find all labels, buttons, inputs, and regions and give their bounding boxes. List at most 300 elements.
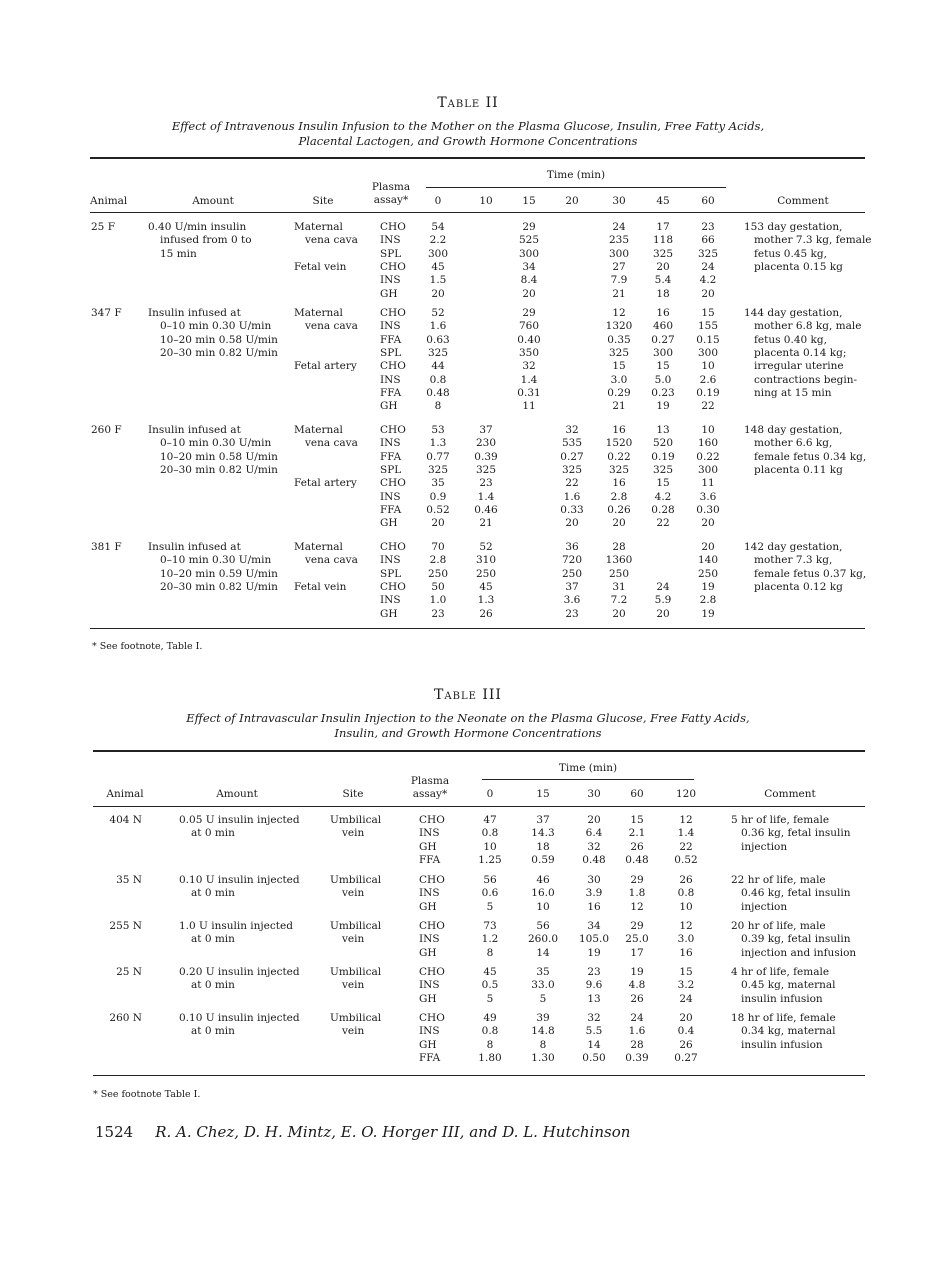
data-cell: 2.2 [429,234,447,247]
assay-label: INS [380,373,401,386]
data-cell: 1.8 [628,887,646,900]
data-cell: 66 [701,234,715,247]
data-cell: 5 [486,900,494,913]
amount-line: at 0 min [191,933,235,946]
data-cell: 520 [652,437,674,450]
animal-id: 255 N [109,920,142,932]
data-cell: 29 [630,920,644,932]
data-cell: 13 [656,424,670,436]
comment-line: ning at 15 min [754,386,832,399]
table2-top-rule [90,157,865,159]
data-cell: 20 [701,287,715,300]
data-cell: 325 [427,346,449,359]
data-cell: 1.6 [429,320,447,333]
site-label: vena cava [305,554,358,567]
data-cell: 12 [630,900,644,913]
data-cell: 118 [652,234,674,247]
data-cell: 45 [483,966,497,978]
data-cell: 720 [561,554,583,567]
data-cell: 16 [679,946,693,959]
assay-label: FFA [380,503,402,516]
comment-line: injection [741,900,788,913]
assay-label: INS [380,437,401,450]
comment-line: 0.39 kg, fetal insulin [741,933,851,946]
amount-line: 10–20 min 0.59 U/min [160,567,278,580]
data-cell: 4.8 [628,979,646,992]
comment-line: mother 7.3 kg, female [754,234,872,247]
data-cell: 13 [587,992,601,1005]
site-label: Maternal [294,541,343,553]
assay-label: INS [419,887,440,900]
data-cell: 0.39 [474,450,498,463]
table2-time-header: 20 [565,195,579,207]
data-cell: 26 [630,992,644,1005]
site-label: Maternal [294,307,343,319]
data-cell: 0.29 [607,386,631,399]
data-cell: 1.30 [531,1051,555,1064]
data-cell: 1.4 [677,827,695,840]
data-cell: 0.22 [607,450,631,463]
table3-time-header: 15 [536,788,550,800]
comment-line: insulin infusion [741,992,823,1005]
data-cell: 0.15 [696,333,720,346]
animal-id: 260 N [109,1012,142,1024]
data-cell: 20 [431,517,445,530]
data-cell: 460 [652,320,674,333]
site-label: Fetal artery [294,477,357,490]
data-cell: 16.0 [531,887,555,900]
amount-line: Insulin infused at [148,307,241,319]
data-cell: 32 [587,840,601,853]
assay-label: INS [380,274,401,287]
assay-label: CHO [380,307,406,319]
assay-label: FFA [419,1051,441,1064]
data-cell: 28 [612,541,626,553]
data-cell: 22 [565,477,579,490]
table3-subtitle-line1: Effect of Intravascular Insulin Injection to the Neonate on the Plasma Glucose, Free Fatty Acids, [186,711,750,725]
amount-line: 1.0 U insulin injected [179,920,293,932]
table2-header-comment: Comment [777,195,829,207]
data-cell: 5.0 [654,373,672,386]
comment-line: mother 6.6 kg, [754,437,833,450]
data-cell: 21 [612,287,626,300]
data-cell: 29 [522,307,536,319]
assay-label: INS [380,320,401,333]
data-cell: 24 [679,992,693,1005]
data-cell: 52 [431,307,445,319]
amount-line: at 0 min [191,827,235,840]
amount-line: 20–30 min 0.82 U/min [160,463,278,476]
data-cell: 1.0 [429,594,447,607]
comment-line: fetus 0.40 kg, [754,333,827,346]
data-cell: 325 [697,247,719,260]
data-cell: 24 [630,1012,644,1024]
table2-time-header: 60 [701,195,715,207]
data-cell: 37 [565,580,579,593]
assay-label: INS [419,827,440,840]
amount-line: 0.10 U insulin injected [179,874,300,886]
assay-label: GH [419,900,437,913]
assay-label: FFA [380,333,402,346]
data-cell: 29 [630,874,644,886]
data-cell: 3.0 [610,373,628,386]
data-cell: 1.4 [477,490,495,503]
data-cell: 29 [522,221,536,233]
data-cell: 25.0 [625,933,649,946]
data-cell: 12 [612,307,626,319]
assay-label: INS [380,234,401,247]
site-label: Umbilical [330,874,382,886]
comment-line: placenta 0.12 kg [754,580,843,593]
data-cell: 325 [475,463,497,476]
site-label: Maternal [294,424,343,436]
table3-header-rule [93,806,865,807]
data-cell: 12 [679,814,693,826]
data-cell: 23 [565,607,579,620]
amount-line: at 0 min [191,1025,235,1038]
data-cell: 11 [701,477,715,490]
site-label: Fetal vein [294,580,347,593]
data-cell: 15 [701,307,715,319]
data-cell: 52 [479,541,493,553]
assay-label: INS [380,554,401,567]
data-cell: 23 [431,607,445,620]
data-cell: 0.35 [607,333,631,346]
data-cell: 30 [587,874,601,886]
data-cell: 0.27 [651,333,675,346]
data-cell: 0.39 [625,1051,649,1064]
table2-time-header: 10 [479,195,493,207]
data-cell: 56 [483,874,497,886]
data-cell: 32 [522,360,536,373]
data-cell: 5.9 [654,594,672,607]
table2-header-time: Time (min) [546,169,606,181]
data-cell: 3.6 [699,490,717,503]
data-cell: 20 [612,607,626,620]
amount-line: 0–10 min 0.30 U/min [160,554,272,567]
data-cell: 2.1 [628,827,646,840]
data-cell: 20 [679,1012,693,1024]
data-cell: 325 [427,463,449,476]
data-cell: 8.4 [520,274,538,287]
data-cell: 0.4 [677,1025,695,1038]
assay-label: SPL [380,247,402,260]
data-cell: 0.27 [560,450,584,463]
data-cell: 32 [565,424,579,436]
data-cell: 20 [587,814,601,826]
comment-line: contractions begin- [754,373,858,386]
table3-time-header: 0 [486,788,494,800]
data-cell: 15 [630,814,644,826]
data-cell: 325 [561,463,583,476]
table3-footnote: * See footnote Table I. [93,1089,201,1100]
data-cell: 56 [536,920,550,932]
comment-line: 144 day gestation, [744,307,843,319]
data-cell: 17 [656,221,670,233]
assay-label: CHO [380,541,406,553]
amount-line: 0.10 U insulin injected [179,1012,300,1024]
data-cell: 14 [536,946,550,959]
data-cell: 16 [612,424,626,436]
table3-header-animal: Animal [106,788,144,800]
data-cell: 260.0 [527,933,559,946]
data-cell: 10 [701,360,715,373]
assay-label: GH [380,287,398,300]
comment-line: female fetus 0.34 kg, [754,450,867,463]
animal-id: 381 F [91,541,122,553]
data-cell: 300 [697,463,719,476]
data-cell: 325 [652,247,674,260]
data-cell: 0.28 [651,503,675,516]
data-cell: 9.6 [585,979,603,992]
data-cell: 15 [656,477,670,490]
data-cell: 1.6 [628,1025,646,1038]
table3-header-assay-line1: Plasma [410,775,450,787]
assay-label: INS [380,594,401,607]
data-cell: 300 [518,247,540,260]
data-cell: 0.8 [429,373,447,386]
assay-label: GH [419,946,437,959]
data-cell: 105.0 [578,933,610,946]
data-cell: 7.9 [610,274,628,287]
data-cell: 0.46 [474,503,498,516]
data-cell: 0.30 [696,503,720,516]
data-cell: 44 [431,360,445,373]
comment-line: 22 hr of life, male [731,874,826,886]
data-cell: 325 [608,463,630,476]
data-cell: 47 [483,814,497,826]
assay-label: GH [380,607,398,620]
site-label: vein [342,827,365,840]
data-cell: 1.5 [429,274,447,287]
data-cell: 26 [679,874,693,886]
amount-line: 0.05 U insulin injected [179,814,300,826]
data-cell: 250 [561,567,583,580]
data-cell: 17 [630,946,644,959]
data-cell: 20 [701,541,715,553]
table3-subtitle-line2: Insulin, and Growth Hormone Concentrations [334,726,602,740]
data-cell: 160 [697,437,719,450]
assay-label: CHO [419,874,445,886]
data-cell: 12 [679,920,693,932]
data-cell: 0.40 [517,333,541,346]
comment-line: 142 day gestation, [744,541,843,553]
comment-line: 0.36 kg, fetal insulin [741,827,851,840]
table2-time-header: 15 [522,195,536,207]
data-cell: 3.9 [585,887,603,900]
assay-label: CHO [380,580,406,593]
amount-line: 20–30 min 0.82 U/min [160,346,278,359]
table2-header-animal: Animal [90,195,128,207]
amount-line: 0.20 U insulin injected [179,966,300,978]
site-label: Umbilical [330,1012,382,1024]
data-cell: 7.2 [610,594,628,607]
data-cell: 32 [587,1012,601,1024]
data-cell: 14.8 [531,1025,555,1038]
amount-line: at 0 min [191,887,235,900]
assay-label: CHO [380,221,406,233]
table2-time-rule [426,187,726,188]
data-cell: 23 [479,477,493,490]
table2-time-header: 45 [656,195,670,207]
data-cell: 0.48 [582,853,606,866]
data-cell: 26 [630,840,644,853]
comment-line: female fetus 0.37 kg, [754,567,867,580]
data-cell: 1.25 [478,853,502,866]
amount-line: Insulin infused at [148,541,241,553]
data-cell: 250 [697,567,719,580]
data-cell: 46 [536,874,550,886]
data-cell: 300 [697,346,719,359]
assay-label: CHO [380,360,406,373]
data-cell: 0.31 [517,386,541,399]
assay-label: GH [380,517,398,530]
assay-label: FFA [380,386,402,399]
comment-line: 0.34 kg, maternal [741,1025,836,1038]
data-cell: 0.23 [651,386,675,399]
site-label: vein [342,933,365,946]
data-cell: 1.2 [481,933,499,946]
assay-label: INS [380,490,401,503]
table3-header-site: Site [342,788,364,800]
data-cell: 16 [656,307,670,319]
table3-time-header: 60 [630,788,644,800]
data-cell: 16 [612,477,626,490]
assay-label: GH [380,400,398,413]
data-cell: 2.8 [699,594,717,607]
assay-label: CHO [419,1012,445,1024]
data-cell: 235 [608,234,630,247]
assay-label: INS [419,1025,440,1038]
table2-subtitle-line1: Effect of Intravenous Insulin Infusion to the Mother on the Plasma Glucose, Insulin, Free Fatty Acids, [171,119,765,133]
data-cell: 10 [536,900,550,913]
animal-id: 25 F [91,221,115,233]
assay-label: GH [419,840,437,853]
site-label: vein [342,1025,365,1038]
data-cell: 24 [701,260,715,273]
data-cell: 0.8 [481,827,499,840]
data-cell: 15 [679,966,693,978]
site-label: vein [342,979,365,992]
assay-label: INS [419,933,440,946]
data-cell: 20 [656,607,670,620]
data-cell: 24 [612,221,626,233]
data-cell: 300 [427,247,449,260]
animal-id: 347 F [91,307,122,319]
data-cell: 2.6 [699,373,717,386]
table3-header-comment: Comment [764,788,816,800]
data-cell: 8 [434,400,442,413]
site-label: Umbilical [330,966,382,978]
amount-line: 10–20 min 0.58 U/min [160,450,278,463]
data-cell: 34 [522,260,536,273]
data-cell: 23 [701,221,715,233]
data-cell: 19 [587,946,601,959]
data-cell: 20 [656,260,670,273]
data-cell: 20 [701,517,715,530]
data-cell: 0.59 [531,853,555,866]
comment-line: insulin infusion [741,1038,823,1051]
comment-line: placenta 0.15 kg [754,260,843,273]
data-cell: 0.50 [582,1051,606,1064]
table2-header-site: Site [312,195,334,207]
site-label: vein [342,887,365,900]
comment-line: 0.45 kg, maternal [741,979,836,992]
data-cell: 54 [431,221,445,233]
amount-line: Insulin infused at [148,424,241,436]
data-cell: 45 [431,260,445,273]
table3-header-assay-line2: assay* [412,788,448,800]
comment-line: irregular uterine [754,360,844,373]
data-cell: 0.5 [481,979,499,992]
data-cell: 31 [612,580,626,593]
data-cell: 11 [522,400,536,413]
data-cell: 21 [612,400,626,413]
amount-line: 20–30 min 0.82 U/min [160,580,278,593]
table2-title: Table II [437,95,499,111]
site-label: Fetal artery [294,360,357,373]
site-label: vena cava [305,320,358,333]
data-cell: 250 [427,567,449,580]
data-cell: 10 [483,840,497,853]
data-cell: 0.22 [696,450,720,463]
data-cell: 27 [612,260,626,273]
data-cell: 0.77 [426,450,450,463]
comment-line: 4 hr of life, female [731,966,830,978]
data-cell: 21 [479,517,493,530]
table3-time-header: 120 [675,788,697,800]
data-cell: 5 [539,992,547,1005]
table2-time-header: 30 [612,195,626,207]
site-label: Maternal [294,221,343,233]
data-cell: 14.3 [531,827,555,840]
data-cell: 23 [587,966,601,978]
data-cell: 26 [479,607,493,620]
data-cell: 300 [608,247,630,260]
assay-label: INS [419,979,440,992]
data-cell: 0.27 [674,1051,698,1064]
data-cell: 24 [656,580,670,593]
assay-label: CHO [380,424,406,436]
data-cell: 45 [479,580,493,593]
data-cell: 35 [536,966,550,978]
amount-line: 10–20 min 0.58 U/min [160,333,278,346]
table3-time-rule [482,779,694,780]
site-label: Umbilical [330,920,382,932]
data-cell: 49 [483,1012,497,1024]
assay-label: CHO [380,477,406,490]
table2-bottom-rule [90,628,865,629]
table2-footnote: * See footnote, Table I. [92,641,203,652]
assay-label: CHO [419,966,445,978]
assay-label: FFA [380,450,402,463]
data-cell: 39 [536,1012,550,1024]
table2-header-amount: Amount [192,195,234,207]
amount-line: 0–10 min 0.30 U/min [160,320,272,333]
data-cell: 8 [486,1038,494,1051]
table2-time-header: 0 [434,195,442,207]
data-cell: 35 [431,477,445,490]
data-cell: 325 [608,346,630,359]
data-cell: 300 [652,346,674,359]
data-cell: 18 [536,840,550,853]
comment-line: injection [741,840,788,853]
data-cell: 0.48 [426,386,450,399]
data-cell: 22 [701,400,715,413]
data-cell: 20 [565,517,579,530]
comment-line: placenta 0.11 kg [754,463,843,476]
comment-line: 0.46 kg, fetal insulin [741,887,851,900]
